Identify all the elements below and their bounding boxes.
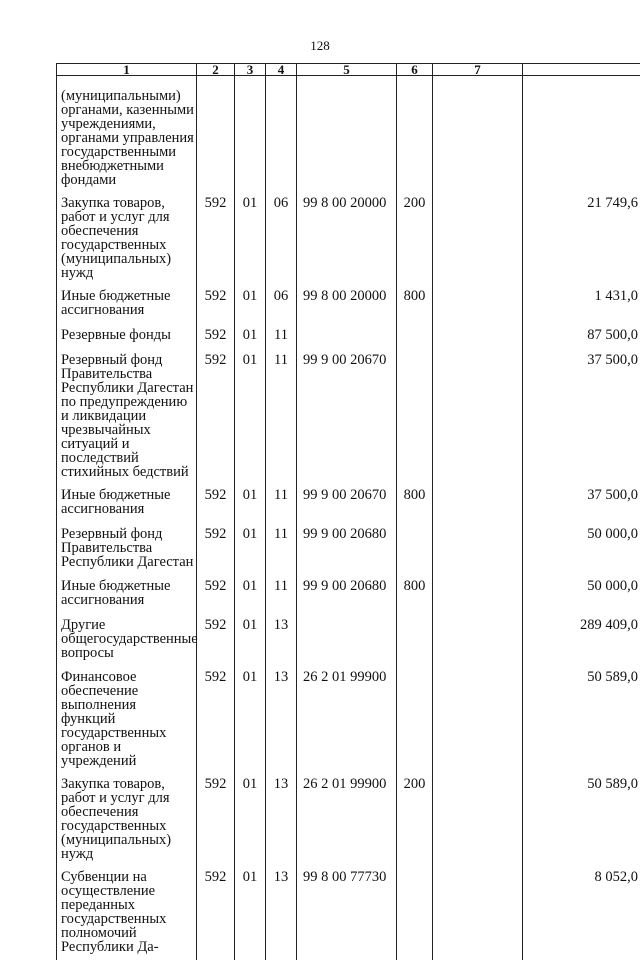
header-row — [57, 64, 640, 76]
cell-code: 11 — [266, 325, 297, 350]
cell-amount: 21 749,6 — [523, 193, 640, 286]
cell-amount: 50 589,0 — [523, 774, 640, 867]
cell-code — [297, 76, 397, 194]
cell-code — [397, 867, 433, 960]
cell-code: 01 — [235, 485, 266, 524]
row-name: Закупка товаров, работ и услуг для обеспечения государственных (муниципальных) нужд — [57, 193, 197, 286]
cell-code: 592 — [197, 667, 235, 774]
cell-code: 800 — [397, 576, 433, 615]
cell-amount: 50 589,0 — [523, 667, 640, 774]
cell-code: 99 8 00 20000 — [297, 193, 397, 286]
cell-code: 99 8 00 20000 — [297, 286, 397, 325]
table-row — [57, 350, 640, 485]
cell-code — [397, 325, 433, 350]
row-name: Резервный фонд Правительства Республики Дагестан — [57, 524, 197, 576]
cell-code: 11 — [266, 485, 297, 524]
cell-code: 01 — [235, 615, 266, 667]
cell-code — [433, 667, 523, 774]
table-row — [57, 76, 640, 194]
row-name: Иные бюджетные ассигнования — [57, 576, 197, 615]
column-header: 5 — [297, 64, 397, 76]
table-row — [57, 485, 640, 524]
column-header: 2 — [197, 64, 235, 76]
cell-code — [397, 350, 433, 485]
row-name: Резервные фонды — [57, 325, 197, 350]
cell-code — [433, 350, 523, 485]
cell-code — [397, 524, 433, 576]
cell-code: 592 — [197, 193, 235, 286]
cell-code — [433, 576, 523, 615]
cell-code: 26 2 01 99900 — [297, 667, 397, 774]
cell-code — [433, 286, 523, 325]
table-row — [57, 774, 640, 867]
cell-code — [433, 867, 523, 960]
cell-code: 99 8 00 77730 — [297, 867, 397, 960]
table-row — [57, 667, 640, 774]
cell-code — [266, 76, 297, 194]
cell-code: 800 — [397, 286, 433, 325]
table-row — [57, 867, 640, 960]
cell-code — [197, 76, 235, 194]
cell-code: 592 — [197, 524, 235, 576]
cell-amount: 289 409,0 — [523, 615, 640, 667]
cell-code: 01 — [235, 286, 266, 325]
row-name: Иные бюджетные ассигнования — [57, 485, 197, 524]
cell-code: 01 — [235, 867, 266, 960]
column-header: 1 — [57, 64, 197, 76]
cell-code: 592 — [197, 774, 235, 867]
cell-code: 11 — [266, 350, 297, 485]
cell-code: 01 — [235, 774, 266, 867]
cell-code: 06 — [266, 286, 297, 325]
cell-code: 592 — [197, 867, 235, 960]
cell-code: 592 — [197, 485, 235, 524]
cell-code — [433, 325, 523, 350]
table-row — [57, 524, 640, 576]
cell-code — [397, 76, 433, 194]
row-name: Резервный фонд Правительства Республики Дагестан по предупреждению и ликвидации чрезвычайных ситуаций и последствий стихийных бедствий — [57, 350, 197, 485]
cell-code: 99 9 00 20670 — [297, 350, 397, 485]
cell-code — [235, 76, 266, 194]
budget-table — [56, 63, 640, 960]
cell-code: 592 — [197, 350, 235, 485]
table-row — [57, 325, 640, 350]
table-row — [57, 286, 640, 325]
cell-code — [433, 193, 523, 286]
cell-code: 592 — [197, 615, 235, 667]
row-name: Субвенции на осуществление переданных государственных полномочий Республики Да- — [57, 867, 197, 960]
cell-amount: 1 431,0 — [523, 286, 640, 325]
cell-code: 13 — [266, 667, 297, 774]
cell-code: 11 — [266, 576, 297, 615]
cell-code — [297, 615, 397, 667]
cell-code — [297, 325, 397, 350]
row-name: (муниципальными) органами, казенными учреждениями, органами управления государственными внебюджетными фондами — [57, 76, 197, 194]
cell-code: 11 — [266, 524, 297, 576]
cell-code — [397, 615, 433, 667]
cell-code — [433, 524, 523, 576]
row-name: Закупка товаров, работ и услуг для обеспечения государственных (муниципальных) нужд — [57, 774, 197, 867]
column-header: 4 — [266, 64, 297, 76]
cell-code: 200 — [397, 193, 433, 286]
cell-code: 01 — [235, 325, 266, 350]
cell-code: 99 9 00 20670 — [297, 485, 397, 524]
cell-code: 01 — [235, 524, 266, 576]
column-header: 6 — [397, 64, 433, 76]
table-row — [57, 615, 640, 667]
cell-code: 01 — [235, 350, 266, 485]
column-header — [523, 64, 640, 76]
cell-code — [433, 774, 523, 867]
cell-code — [397, 667, 433, 774]
cell-code — [433, 485, 523, 524]
cell-amount: 50 000,0 — [523, 524, 640, 576]
cell-amount: 87 500,0 — [523, 325, 640, 350]
cell-code: 01 — [235, 667, 266, 774]
cell-amount: 8 052,0 — [523, 867, 640, 960]
table-row — [57, 193, 640, 286]
row-name: Другие общегосударственные вопросы — [57, 615, 197, 667]
cell-code: 01 — [235, 576, 266, 615]
column-header: 7 — [433, 64, 523, 76]
cell-code — [433, 76, 523, 194]
cell-code — [433, 615, 523, 667]
cell-code: 01 — [235, 193, 266, 286]
cell-code: 592 — [197, 576, 235, 615]
cell-code: 06 — [266, 193, 297, 286]
cell-amount: 37 500,0 — [523, 485, 640, 524]
page-number: 128 — [0, 38, 640, 54]
cell-amount — [523, 76, 640, 194]
cell-code: 200 — [397, 774, 433, 867]
cell-code: 26 2 01 99900 — [297, 774, 397, 867]
cell-code: 99 9 00 20680 — [297, 524, 397, 576]
column-header: 3 — [235, 64, 266, 76]
row-name: Иные бюджетные ассигнования — [57, 286, 197, 325]
cell-code: 592 — [197, 325, 235, 350]
table-row — [57, 576, 640, 615]
cell-amount: 37 500,0 — [523, 350, 640, 485]
cell-code: 99 9 00 20680 — [297, 576, 397, 615]
cell-code: 592 — [197, 286, 235, 325]
cell-code: 13 — [266, 867, 297, 960]
cell-code: 13 — [266, 774, 297, 867]
row-name: Финансовое обеспечение выполнения функций государственных органов и учреждений — [57, 667, 197, 774]
cell-code: 13 — [266, 615, 297, 667]
cell-code: 800 — [397, 485, 433, 524]
cell-amount: 50 000,0 — [523, 576, 640, 615]
